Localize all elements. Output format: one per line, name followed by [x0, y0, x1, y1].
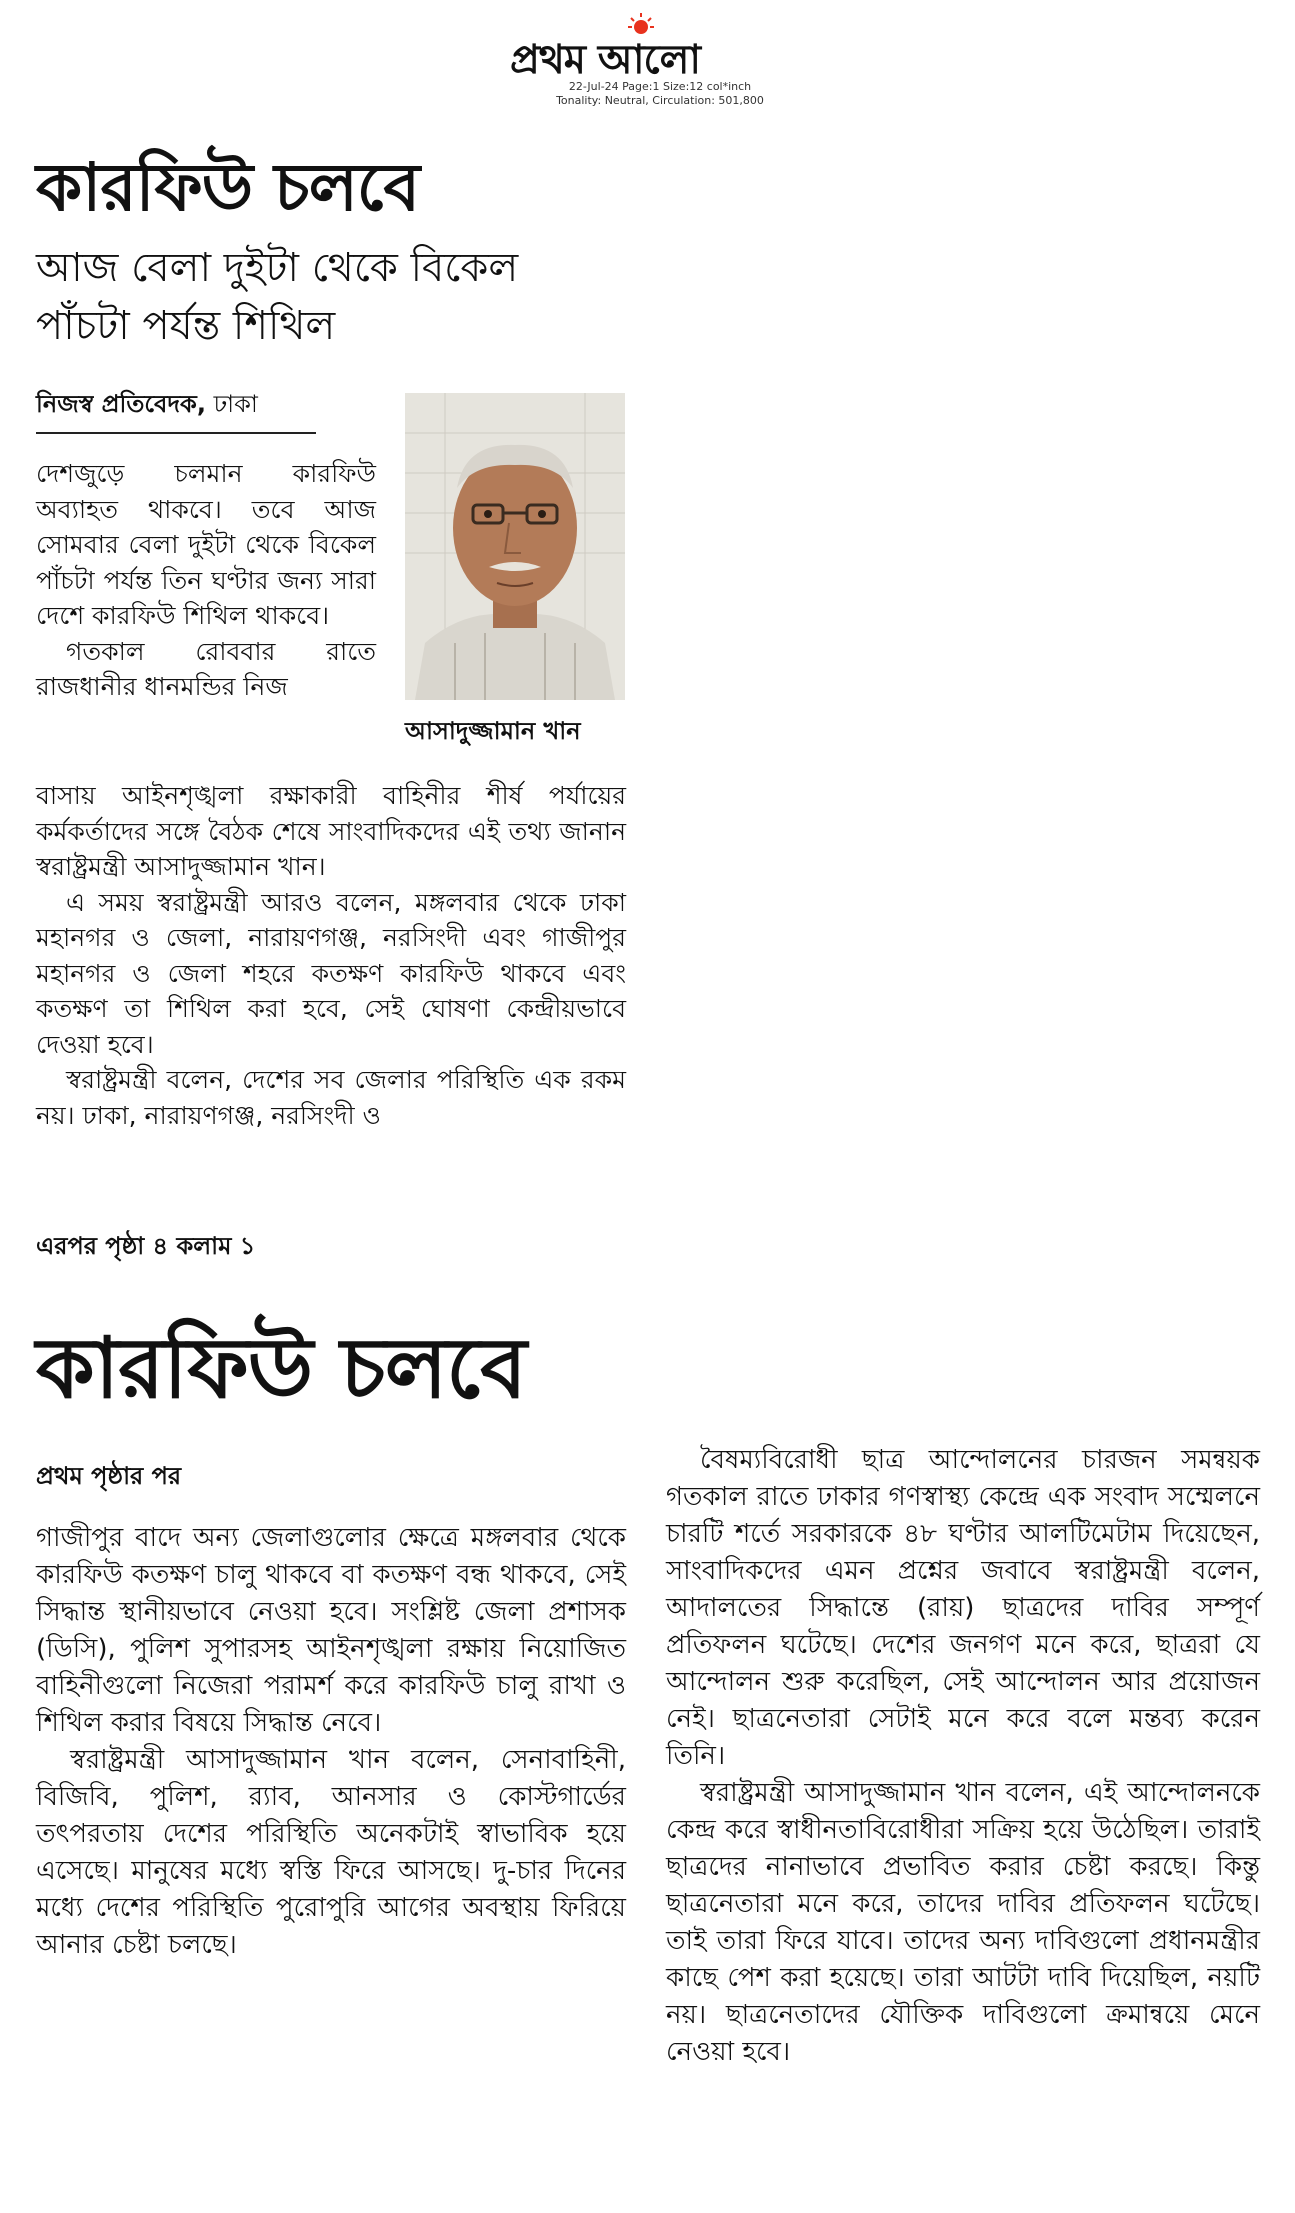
story1-subhead-line-2: পাঁচটা পর্যন্ত শিথিল [36, 303, 336, 349]
story1-subhead-line-1: আজ বেলা দুইটা থেকে বিকেল [36, 245, 519, 291]
story2-left-paragraph-1: গাজীপুর বাদে অন্য জেলাগুলোর ক্ষেত্রে মঙ্গলবার থেকে কারফিউ কতক্ষণ চালু থাকবে বা কতক্ষণ বন্ধ থাকবে, সেই সিদ্ধান্ত স্থানীয়ভাবে নেওয়া হবে। সংশ্লিষ্ট জেলা প্রশাসক (ডিসি), পুলিশ সুপারসহ আইনশৃঙ্খলা রক্ষায় নিয়োজিত বাহিনীগুলো নিজেরা পরামর্শ করে কারফিউ চালু রাখা ও শিথিল করার বিষয়ে সিদ্ধান্ত নেবে। [36, 1523, 626, 1738]
byline-location: ঢাকা [205, 390, 258, 418]
story1-paragraph-2a: গতকাল রোববার রাতে রাজধানীর ধানমন্ডির নিজ [36, 636, 376, 701]
story1-jump-line: এরপর পৃষ্ঠা ৪ কলাম ১ [36, 1232, 256, 1260]
story1-paragraph-2b: বাসায় আইনশৃঙ্খলা রক্ষাকারী বাহিনীর শীর্ষ পর্যায়ের কর্মকর্তাদের সঙ্গে বৈঠক শেষে সাংবাদিকদের এই তথ্য জানান স্বরাষ্ট্রমন্ত্রী আসাদুজ্জামান খান। [36, 781, 626, 881]
story1-headline: কারফিউ চলবে [36, 149, 420, 226]
clipping-meta-line-1: 22-Jul-24 Page:1 Size:12 col*inch [568, 80, 752, 93]
story1-body-top [36, 456, 376, 705]
story1-body-bottom [36, 778, 626, 1133]
story2-right-column [666, 1442, 1260, 2071]
minister-photo [405, 393, 625, 700]
story2-headline: কারফিউ চলবে [36, 1319, 526, 1417]
story1-paragraph-1: দেশজুড়ে চলমান কারফিউ অব্যাহত থাকবে। তবে আজ সোমবার বেলা দুইটা থেকে বিকেল পাঁচটা পর্যন্ত তিন ঘণ্টার জন্য সারা দেশে কারফিউ শিথিল থাকবে। [36, 459, 376, 630]
story2-continued-from: প্রথম পৃষ্ঠার পর [36, 1462, 182, 1490]
story1-paragraph-3: এ সময় স্বরাষ্ট্রমন্ত্রী আরও বলেন, মঙ্গলবার থেকে ঢাকা মহানগর ও জেলা, নারায়ণগঞ্জ, নরসিংদী এবং গাজীপুর মহানগর ও জেলা শহরে কতক্ষণ কারফিউ থাকবে এবং কতক্ষণ তা শিথিল করা হবে, সেই ঘোষণা কেন্দ্রীয়ভাবে দেওয়া হবে। [36, 887, 626, 1059]
newspaper-logo [510, 10, 800, 83]
photo-caption: আসাদুজ্জামান খান [405, 717, 581, 745]
story2-right-paragraph-1: বৈষম্যবিরোধী ছাত্র আন্দোলনের চারজন সমন্বয়ক গতকাল রাতে ঢাকার গণস্বাস্থ্য কেন্দ্রে এক সংবাদ সম্মেলনে চারটি শর্তে সরকারকে ৪৮ ঘণ্টার আলটিমেটাম দিয়েছেন, সাংবাদিকদের এমন প্রশ্নের জবাবে স্বরাষ্ট্রমন্ত্রী বলেন, আদালতের সিদ্ধান্তে (রায়) ছাত্রদের দাবির সম্পূর্ণ প্রতিফলন ঘটেছে। দেশের জনগণ মনে করে, ছাত্ররা যে আন্দোলন শুরু করেছিল, সেই আন্দোলন আর প্রয়োজন নেই। ছাত্রনেতারা সেটাই মনে করে বলে মন্তব্য করেন তিনি। [666, 1445, 1260, 1771]
story2-left-column [36, 1520, 626, 1964]
clipping-meta-line-2: Tonality: Neutral, Circulation: 501,800 [556, 94, 764, 107]
logo-wordmark: প্রথম আলো [510, 36, 701, 83]
story1-byline [36, 386, 258, 426]
byline-rule [36, 432, 316, 434]
story1-paragraph-4: স্বরাষ্ট্রমন্ত্রী বলেন, দেশের সব জেলার পরিস্থিতি এক রকম নয়। ঢাকা, নারায়ণগঞ্জ, নরসিংদী ও [36, 1065, 626, 1130]
story2-right-paragraph-2: স্বরাষ্ট্রমন্ত্রী আসাদুজ্জামান খান বলেন, এই আন্দোলনকে কেন্দ্র করে স্বাধীনতাবিরোধীরা সক্রিয় হয়ে উঠেছিল। তারাই ছাত্রদের নানাভাবে প্রভাবিত করার চেষ্টা করছে। কিন্তু ছাত্রনেতারা মনে করে, তাদের দাবির প্রতিফলন ঘটেছে। তাই তারা ফিরে যাবে। তাদের অন্য দাবিগুলো প্রধানমন্ত্রীর কাছে পেশ করা হয়েছে। তারা আটটা দাবি দিয়েছিল, নয়টি নয়। ছাত্রনেতাদের যৌক্তিক দাবিগুলো ক্রমান্বয়ে মেনে নেওয়া হবে। [666, 1778, 1260, 2067]
byline-reporter: নিজস্ব প্রতিবেদক, [36, 390, 206, 418]
story2-left-paragraph-2: স্বরাষ্ট্রমন্ত্রী আসাদুজ্জামান খান বলেন, সেনাবাহিনী, বিজিবি, পুলিশ, র‍্যাব, আনসার ও কোস্টগার্ডের তৎপরতায় দেশের পরিস্থিতি অনেকটাই স্বাভাবিক হয়ে এসেছে। মানুষের মধ্যে স্বস্তি ফিরে আসছে। দু-চার দিনের মধ্যে দেশের পরিস্থিতি পুরোপুরি আগের অবস্থায় ফিরিয়ে আনার চেষ্টা চলছে। [36, 1745, 626, 1960]
